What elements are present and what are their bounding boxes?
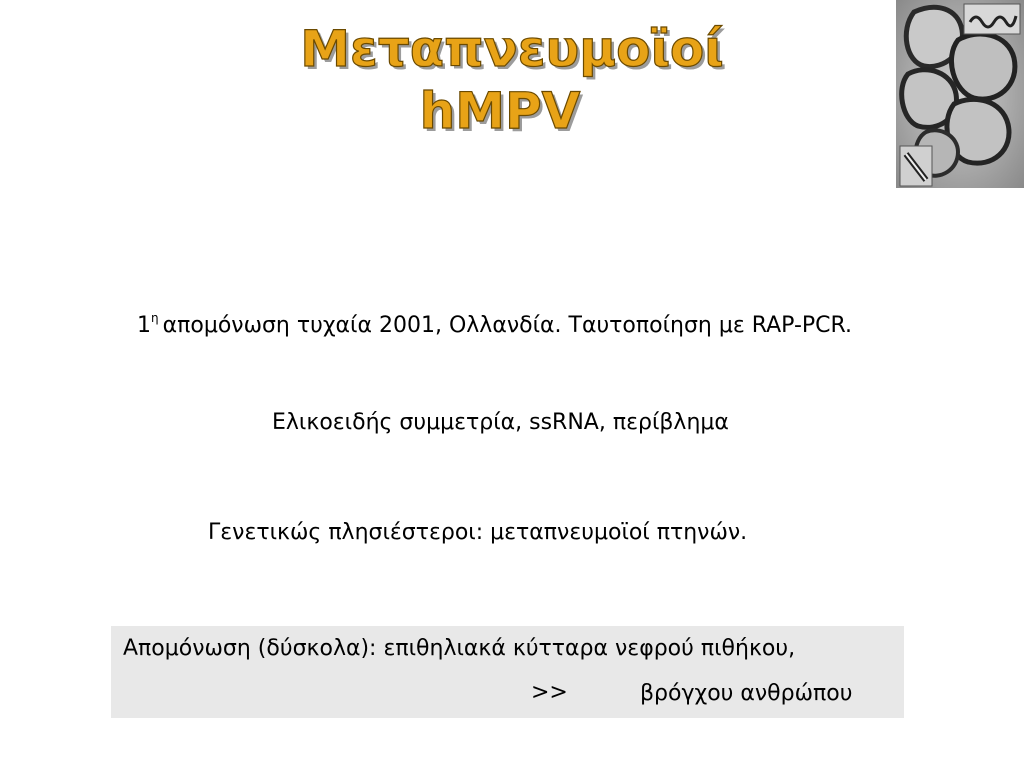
fact-genetic-relation: Γενετικώς πλησιέστεροι: μεταπνευμοϊοί πτηνών.	[208, 520, 748, 545]
isolation-note-box	[111, 626, 904, 718]
fact-first-isolation	[137, 304, 852, 340]
slide-title-line2: hMPV	[419, 82, 581, 140]
ordinal-number: 1	[137, 313, 151, 338]
ordinal-superscript: η	[151, 311, 159, 325]
isolation-note-arrow: >>	[531, 680, 568, 705]
fact-first-isolation-text: απομόνωση τυχαία 2001, Ολλανδία. Ταυτοποίηση με RAP-PCR.	[162, 313, 853, 338]
isolation-note-line2: βρόγχου ανθρώπου	[640, 681, 853, 706]
electron-micrograph-image	[896, 0, 1024, 188]
fact-structure: Ελικοειδής συμμετρία, ssRNA, περίβλημα	[272, 410, 729, 435]
slide-title-line1: Μεταπνευμοϊοί	[300, 20, 724, 78]
isolation-note-line1: Απομόνωση (δύσκολα): επιθηλιακά κύτταρα νεφρού πιθήκου,	[123, 636, 796, 661]
